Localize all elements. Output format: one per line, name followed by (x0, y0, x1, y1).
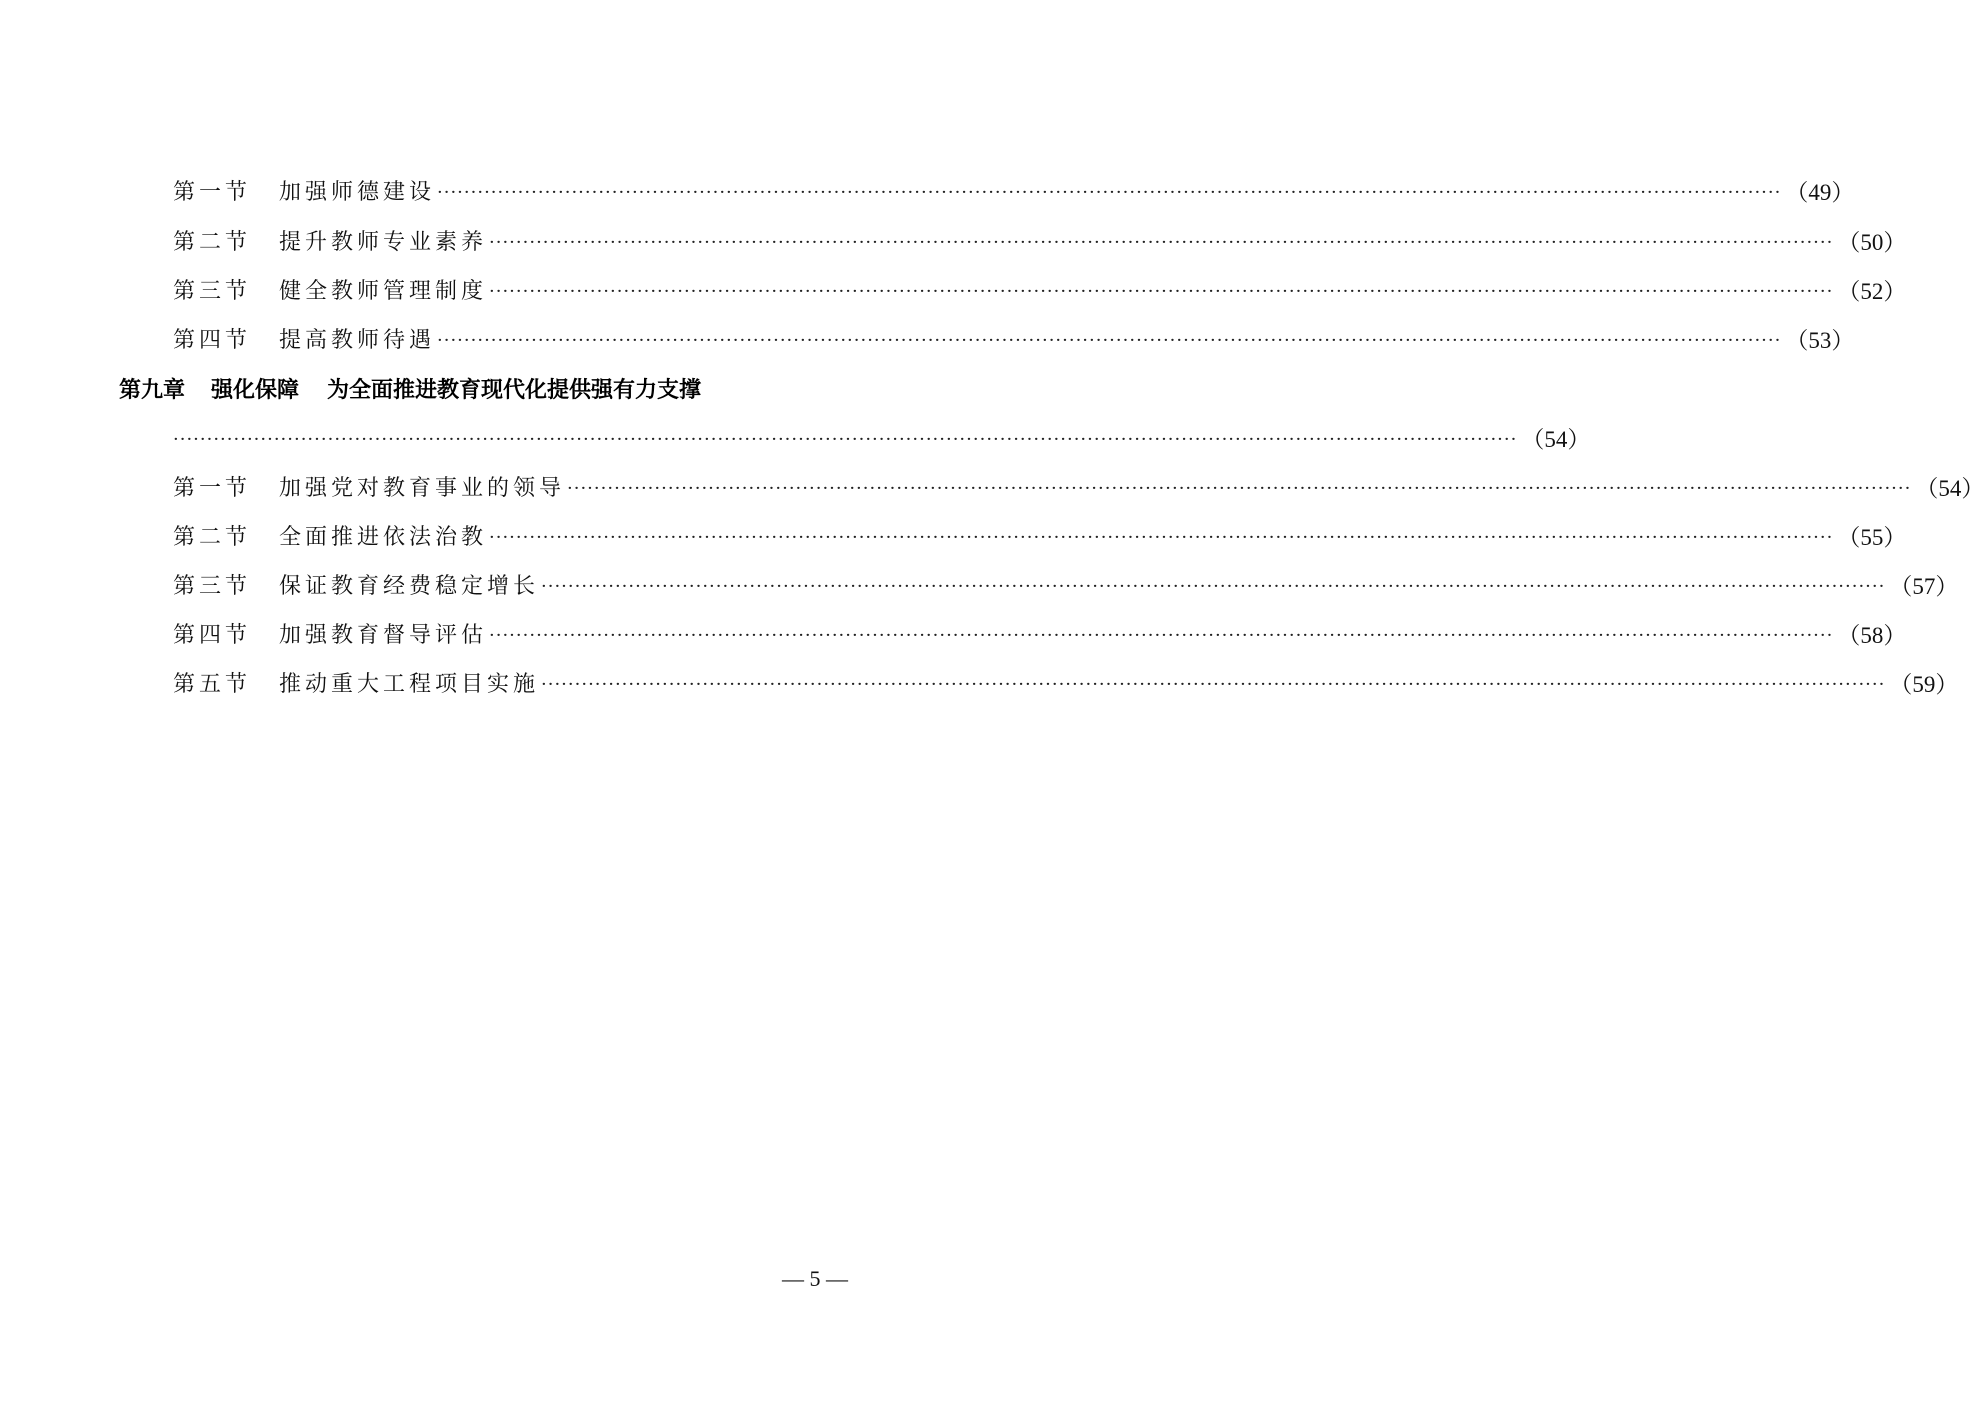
section-title: 提高教师待遇 (279, 327, 436, 353)
toc-entry (173, 662, 1959, 702)
section-number: 第三节 (173, 573, 252, 599)
dot-leader: ········································································································································································································ (541, 575, 1886, 597)
page-reference: （58） (1837, 622, 1907, 648)
page-reference: （54） (1915, 475, 1984, 501)
toc-entry (173, 170, 1855, 210)
toc-entry (173, 220, 1907, 260)
page-reference: （49） (1785, 179, 1855, 205)
dot-leader: ········································································································································································································ (489, 280, 1834, 302)
section-number: 第一节 (173, 179, 252, 205)
toc-entry (173, 515, 1907, 555)
chapter-title: 强化保障 (211, 377, 300, 403)
section-title: 健全教师管理制度 (279, 278, 488, 304)
section-title: 提升教师专业素养 (279, 229, 488, 255)
section-number: 第二节 (173, 524, 252, 550)
page-reference: （57） (1889, 573, 1959, 599)
section-title: 加强教育督导评估 (279, 622, 488, 648)
section-title: 加强师德建设 (279, 179, 436, 205)
dot-leader: ········································································································································································································ (437, 329, 1782, 351)
section-title: 推动重大工程项目实施 (279, 671, 540, 697)
section-number: 第四节 (173, 622, 252, 648)
section-title: 保证教育经费稳定增长 (279, 573, 540, 599)
dot-leader: ········································································································································································································ (567, 477, 1912, 499)
toc-entry (173, 564, 1959, 604)
section-title: 加强党对教育事业的领导 (279, 475, 566, 501)
page-reference: （59） (1889, 671, 1959, 697)
section-number: 第一节 (173, 475, 252, 501)
chapter-heading (119, 368, 701, 408)
section-number: 第三节 (173, 278, 252, 304)
toc-entry (173, 466, 1984, 506)
toc-entry-chapter-page (173, 417, 1591, 457)
toc-entry (173, 269, 1907, 309)
dot-leader: ········································································································································································································ (173, 428, 1518, 450)
page-reference: （50） (1837, 229, 1907, 255)
dot-leader: ········································································································································································································ (541, 673, 1886, 695)
toc-entry (173, 318, 1855, 358)
chapter-subtitle: 为全面推进教育现代化提供强有力支撑 (327, 377, 702, 403)
page-number: — 5 — (782, 1266, 848, 1291)
section-title: 全面推进依法治教 (279, 524, 488, 550)
page-reference: （52） (1837, 278, 1907, 304)
dot-leader: ········································································································································································································ (489, 231, 1834, 253)
dot-leader: ········································································································································································································ (489, 624, 1834, 646)
dot-leader: ········································································································································································································ (437, 181, 1782, 203)
page-reference: （53） (1785, 327, 1855, 353)
section-number: 第二节 (173, 229, 252, 255)
dot-leader: ········································································································································································································ (489, 526, 1834, 548)
chapter-number: 第九章 (119, 377, 186, 403)
section-number: 第五节 (173, 671, 252, 697)
toc-entry (173, 613, 1907, 653)
page-reference: （54） (1521, 426, 1591, 452)
section-number: 第四节 (173, 327, 252, 353)
page-reference: （55） (1837, 524, 1907, 550)
